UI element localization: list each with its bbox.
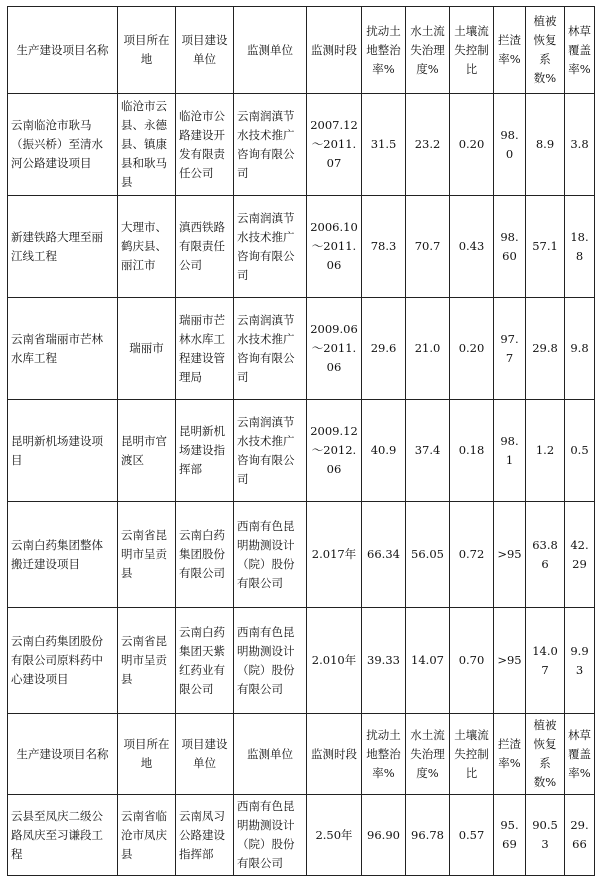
cell-unit: 滇西铁路有限责任公司	[176, 196, 234, 298]
cell-soil: 0.70	[450, 608, 494, 714]
header-slag: 拦渣率%	[494, 7, 526, 94]
header-name: 生产建设项目名称	[8, 7, 118, 94]
cell-disturb: 39.33	[362, 608, 406, 714]
cell-slag: >95	[494, 608, 526, 714]
cell-disturb: 78.3	[362, 196, 406, 298]
header-disturb: 扰动土地整治率%	[362, 714, 406, 795]
cell-erosion: 70.7	[406, 196, 450, 298]
header-unit: 项目建设单位	[176, 714, 234, 795]
table-row	[8, 94, 595, 196]
cell-erosion: 37.4	[406, 400, 450, 502]
cell-veg: 14.07	[526, 608, 565, 714]
header-unit: 项目建设单位	[176, 7, 234, 94]
cell-forest: 3.8	[565, 94, 595, 196]
header-soil: 土壤流失控制比	[450, 714, 494, 795]
cell-forest: 42.29	[565, 502, 595, 608]
cell-veg: 8.9	[526, 94, 565, 196]
cell-disturb: 96.90	[362, 795, 406, 876]
cell-monitor: 云南润滇节水技术推广咨询有限公司	[234, 400, 307, 502]
table-row	[8, 298, 595, 400]
cell-monitor: 云南润滇节水技术推广咨询有限公司	[234, 94, 307, 196]
cell-forest: 29.66	[565, 795, 595, 876]
cell-period: 2.017年	[307, 502, 362, 608]
cell-disturb: 31.5	[362, 94, 406, 196]
header-name: 生产建设项目名称	[8, 714, 118, 795]
table-row	[8, 502, 595, 608]
cell-location: 临沧市云县、永德县、镇康县和耿马县	[118, 94, 176, 196]
header-erosion: 水土流失治理度%	[406, 7, 450, 94]
cell-period: 2.50年	[307, 795, 362, 876]
table-row	[8, 196, 595, 298]
cell-name: 云南白药集团股份有限公司原料药中心建设项目	[8, 608, 118, 714]
cell-monitor: 云南润滇节水技术推广咨询有限公司	[234, 196, 307, 298]
cell-slag: 97.7	[494, 298, 526, 400]
cell-location: 大理市、鹤庆县、丽江市	[118, 196, 176, 298]
cell-period: 2007.12～2011.07	[307, 94, 362, 196]
cell-period: 2009.12～2012.06	[307, 400, 362, 502]
cell-forest: 9.8	[565, 298, 595, 400]
cell-name: 云南临沧市耿马（振兴桥）至清水河公路建设项目	[8, 94, 118, 196]
header-monitor: 监测单位	[234, 714, 307, 795]
table-row	[8, 795, 595, 876]
header-period: 监测时段	[307, 7, 362, 94]
cell-name: 云南白药集团整体搬迁建设项目	[8, 502, 118, 608]
cell-unit: 云南白药集团股份有限公司	[176, 502, 234, 608]
header-period: 监测时段	[307, 714, 362, 795]
cell-veg: 29.8	[526, 298, 565, 400]
cell-soil: 0.43	[450, 196, 494, 298]
cell-erosion: 56.05	[406, 502, 450, 608]
cell-monitor: 西南有色昆明勘测设计（院）股份有限公司	[234, 608, 307, 714]
cell-erosion: 96.78	[406, 795, 450, 876]
cell-monitor: 西南有色昆明勘测设计（院）股份有限公司	[234, 502, 307, 608]
cell-soil: 0.20	[450, 94, 494, 196]
header-forest: 林草覆盖率%	[565, 714, 595, 795]
cell-disturb: 66.34	[362, 502, 406, 608]
header-soil: 土壤流失控制比	[450, 7, 494, 94]
cell-slag: 98.60	[494, 196, 526, 298]
header-slag: 拦渣率%	[494, 714, 526, 795]
cell-erosion: 14.07	[406, 608, 450, 714]
cell-erosion: 21.0	[406, 298, 450, 400]
header-erosion: 水土流失治理度%	[406, 714, 450, 795]
header-monitor: 监测单位	[234, 7, 307, 94]
cell-location: 云南省昆明市呈贡县	[118, 502, 176, 608]
cell-unit: 云南凤习公路建设指挥部	[176, 795, 234, 876]
cell-slag: 98.0	[494, 94, 526, 196]
cell-forest: 18.8	[565, 196, 595, 298]
cell-unit: 瑞丽市芒林水库工程建设管理局	[176, 298, 234, 400]
cell-unit: 云南白药集团天紫红药业有限公司	[176, 608, 234, 714]
cell-unit: 昆明新机场建设指挥部	[176, 400, 234, 502]
cell-location: 云南省临沧市凤庆县	[118, 795, 176, 876]
cell-monitor: 西南有色昆明勘测设计（院）股份有限公司	[234, 795, 307, 876]
table-row	[8, 608, 595, 714]
cell-soil: 0.18	[450, 400, 494, 502]
header-veg: 植被恢复系数%	[526, 7, 565, 94]
cell-location: 云南省昆明市呈贡县	[118, 608, 176, 714]
monitoring-table	[7, 6, 595, 876]
header-disturb: 扰动土地整治率%	[362, 7, 406, 94]
cell-veg: 63.86	[526, 502, 565, 608]
cell-location: 瑞丽市	[118, 298, 176, 400]
cell-forest: 0.5	[565, 400, 595, 502]
cell-period: 2009.06～2011.06	[307, 298, 362, 400]
cell-unit: 临沧市公路建设开发有限责任公司	[176, 94, 234, 196]
cell-period: 2006.10～2011.06	[307, 196, 362, 298]
cell-soil: 0.57	[450, 795, 494, 876]
cell-monitor: 云南润滇节水技术推广咨询有限公司	[234, 298, 307, 400]
table-header-row-repeat	[8, 714, 595, 795]
cell-name: 昆明新机场建设项目	[8, 400, 118, 502]
cell-veg: 57.1	[526, 196, 565, 298]
cell-slag: 98.1	[494, 400, 526, 502]
cell-disturb: 29.6	[362, 298, 406, 400]
table-header-row	[8, 7, 595, 94]
cell-name: 新建铁路大理至丽江线工程	[8, 196, 118, 298]
cell-period: 2.010年	[307, 608, 362, 714]
cell-name: 云南省瑞丽市芒林水库工程	[8, 298, 118, 400]
table-row	[8, 400, 595, 502]
header-forest: 林草覆盖率%	[565, 7, 595, 94]
header-location: 项目所在地	[118, 714, 176, 795]
cell-soil: 0.72	[450, 502, 494, 608]
cell-veg: 1.2	[526, 400, 565, 502]
cell-disturb: 40.9	[362, 400, 406, 502]
cell-name: 云县至凤庆二级公路凤庆至习谦段工程	[8, 795, 118, 876]
header-veg: 植被恢复系数%	[526, 714, 565, 795]
cell-slag: >95	[494, 502, 526, 608]
cell-veg: 90.53	[526, 795, 565, 876]
cell-slag: 95.69	[494, 795, 526, 876]
header-location: 项目所在地	[118, 7, 176, 94]
cell-forest: 9.93	[565, 608, 595, 714]
cell-erosion: 23.2	[406, 94, 450, 196]
cell-soil: 0.20	[450, 298, 494, 400]
cell-location: 昆明市官渡区	[118, 400, 176, 502]
